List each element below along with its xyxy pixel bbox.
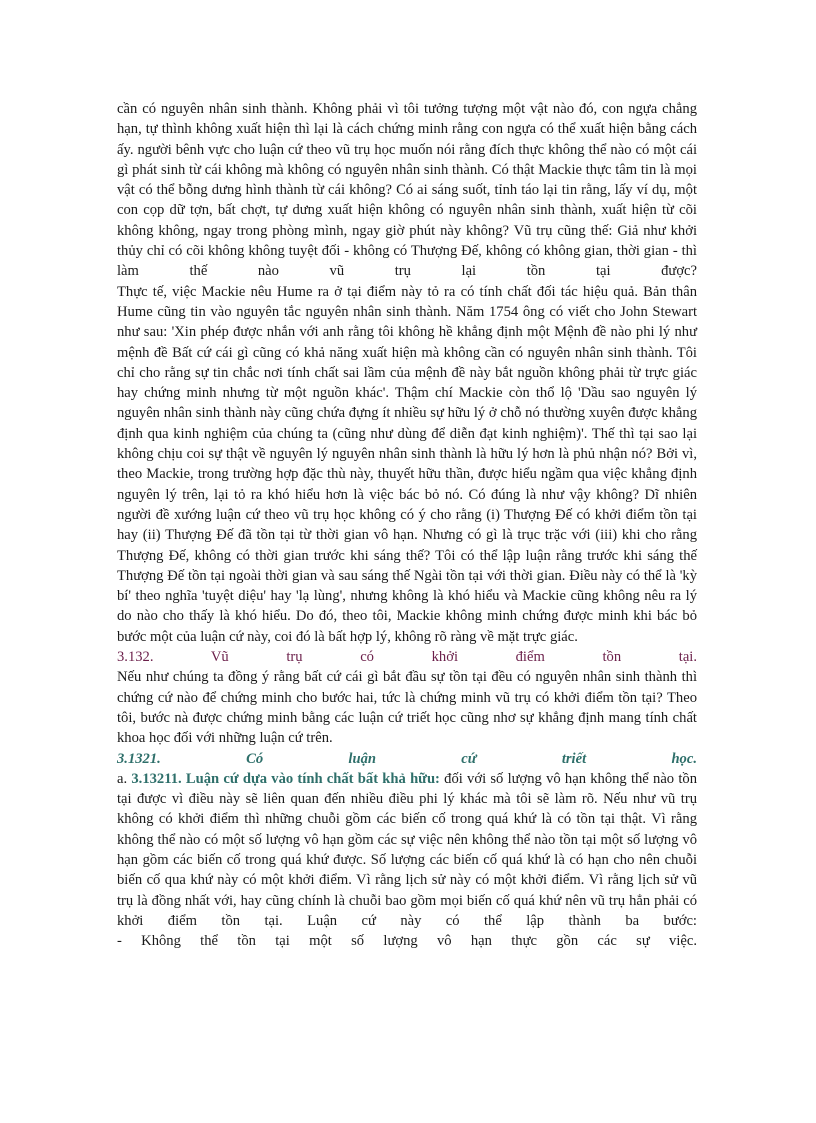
paragraph-step-two: Nếu như chúng ta đồng ý rằng bất cứ cái gì bắt đầu sự tồn tại đều có nguyên nhân sinh thành thì chứng cứ nào để chứng minh cho bước hai, tức là chứng minh vũ trụ có khởi điểm tồn tại? Theo tôi, bước nà được chứng minh bằng các luận cứ triết học cũng nhơ sự khẳng định mang tính chất khoa học đối với những luận cứ trên.	[117, 669, 697, 747]
paragraph-infinite-argument-body: đối với số lượng vô hạn không thể nào tồn tại được vì điều này sẽ liên quan đến nhiều điều phi lý khác mà tôi sẽ làm rõ. Nếu như vũ trụ không có khởi điểm thì những chuỗi gồm các biến cố trong quá khứ là có tồn tại thật. Vì rằng không thể nào có một số lượng vô hạn gồm các sự việc nên không thể nào tồn tại một số lượng vô hạn gồm các biến cố trong quá khứ được. Số lượng các biến cố quá khứ là có hạn cho nên chuỗi biến cố qua khứ này có một khởi điểm. Vì rằng lịch sử này có một khởi điểm. Vì rằng lịch sử vũ trụ là đồng nhất với, hay cũng chính là chuỗi bao gồm mọi biến cố quá khứ nên vũ trụ hẳn phải có khởi điểm tồn tại. Luận cứ này có thể lập thành ba bước:	[117, 770, 697, 929]
section-heading-3-132: 3.132. Vũ trụ có khởi điểm tồn tại.	[117, 649, 697, 666]
list-marker: a.	[117, 770, 132, 787]
document-page	[117, 99, 697, 951]
paragraph-causation-intro: cần có nguyên nhân sinh thành. Không phải vì tôi tưởng tượng một vật nào đó, con ngựa chẳng hạn, tự thình không xuất hiện thì lại là cách chứng minh rằng con ngựa có thể xuất hiện bằng cách ấy. người bênh vực cho luận cứ theo vũ trụ học muốn nói rằng đích thực không thể nào có một cái gì phát sinh từ cái không mà không có nguyên nhân sinh thành. Có thật Mackie thực tâm tin là mọi vật có thể bỗng dưng hình thành từ cái không? Có ai sáng suốt, tỉnh táo lại tin rằng, lấy ví dụ, một con cọp dữ tợn, bất chợt, tự dưng xuất hiện không có nguyên nhân sinh thành, xuất hiện từ cõi không không, ngay trong phòng mình, ngay giờ phút này không? Vũ trụ cũng thế: Giả như khởi thủy chỉ có cõi không không tuyệt đối - không có Thượng Đế, không có không gian, thời gian - thì làm thế nào vũ trụ lại tồn tại được?	[117, 101, 697, 280]
subsection-heading-3-13211: 3.13211. Luận cứ dựa vào tính chất bất khả hữu:	[131, 770, 440, 787]
paragraph-infinite-argument	[117, 769, 697, 931]
section-heading-3-1321: 3.1321. Có luận cứ triết học.	[117, 750, 697, 767]
argument-step-one: - Không thể tồn tại một số lượng vô hạn thực gồn các sự việc.	[117, 933, 697, 950]
paragraph-hume-mackie: Thực tế, việc Mackie nêu Hume ra ở tại điểm này tỏ ra có tính chất đối tác hiệu quả. Bản thân Hume cũng tin vào nguyên tắc nguyên nhân sinh thành. Năm 1754 ông có viết cho John Stewart như sau: 'Xin phép được nhắn với anh rằng tôi không hề khẳng định một Mệnh đề nào phi lý như mệnh đề Bất cứ cái gì cũng có khả năng xuất hiện mà không cần có nguyên nhân sinh thành. Tôi chỉ cho rằng sự tin chắc nơi tính chất sai lầm của mệnh đề này bắt nguồn không phải từ trực giác hay chứng minh nhưng từ một nguồn khác'. Thậm chí Mackie còn thổ lộ 'Dầu sao nguyên lý nguyên nhân sinh thành này cũng chứa đựng ít nhiều sự hữu lý ở chỗ nó thường xuyên được khẳng định qua kinh nghiệm của chúng ta (cũng như dùng để diễn đạt kinh nghiệm)'. Thế thì tại sao lại không chịu coi sự thật về nguyên lý nguyên nhân sinh thành là hữu lý hơn là phủ nhận nó? Bởi vì, theo Mackie, trong trường hợp đặc thù này, thuyết hữu thần, được hiểu ngầm qua việc khẳng định nguyên lý trên, lại tỏ ra khó hiểu hơn là việc bác bỏ nó. Có đúng là như vậy không? Dĩ nhiên người đề xướng luận cứ theo vũ trụ học không có ý cho rằng (i) Thượng Đế có khởi điểm tồn tại hay (ii) Thượng Đế đã tồn tại từ thời gian vô hạn. Nhưng có gì là trục trặc với (iii) khi cho rằng Thượng Đế, không có thời gian trước khi sáng thế? Tôi có thể lập luận rằng trước khi sáng thế Thượng Đế tồn tại ngoài thời gian và sau sáng thế Ngài tồn tại với thời gian. Điều này có thể là 'kỳ bí' theo nghĩa 'tuyệt diệu' hay 'lạ lùng', nhưng không là khó hiểu và Mackie cũng không nêu ra lý do nào cho thấy là khó hiểu. Do đó, theo tôi, Mackie không minh chứng được minh khi bác bỏ bước một của luận cứ này, coi đó là bất hợp lý, không rõ ràng về mặt trực giác.	[117, 283, 697, 645]
